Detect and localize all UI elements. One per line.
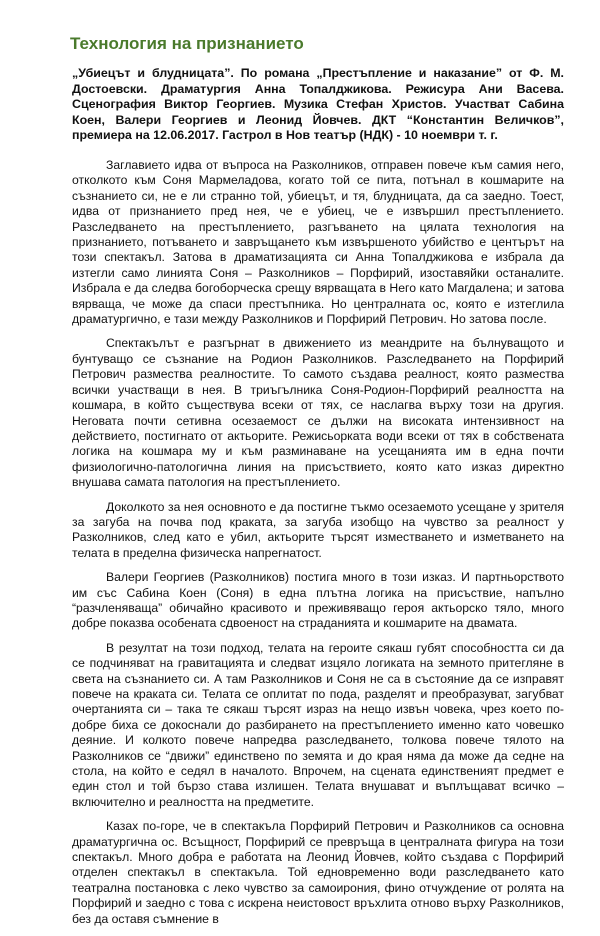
article-paragraph: В резултат на този подход, телата на героите сякаш губят способността си да се подчиняват на гравитацията и следват изцяло логиката на земното притегляне в света на съзнанието си. А там Разколников и Соня не са в състояние да се изправят повече на краката си. Телата се оплитат по пода, разделят и преобразуват, загубват очертанията си – така те сякаш търсят израз на нещо извън човека, чрез което по-добре биха се докоснали до разбирането на престъплението именно като човешко деяние. И колкото повече напредва разследването, толкова повече тялото на Разколников се “движи” единствено по земята и до края няма да може да седне на стола, на който е седял в началото. Впрочем, на сцената единственият предмет е един стол и той бързо става излишен. Телата внушават и въплъщават всичко – включително и реалността на предметите.: [72, 640, 564, 809]
article-paragraph: Валери Георгиев (Разколников) постига много в този изказ. И партньорството им със Сабина Коен (Соня) в една плътна логика на присъствие, напълно “разчленяваща” обичайно красивото и преживяващо героя актьорско тяло, много добре показва особената сдвоеност на страданията и кошмарите на двамата.: [72, 570, 564, 631]
article-paragraph: Казах по-горе, че в спектакъла Порфирий Петрович и Разколников са основна драматургична ос. Всъщност, Порфирий се превръща в централната фигура на този спектакъл. Много добра е работата на Леонид Йовчев, който създава с Порфирий отделен спектакъл в спектакъла. Той едновременно води разследването като театрална постановка с леко чувство за самоирония, фино отчуждение от ролята на Порфирий и заедно с това с искрена неистовост връхлита отново върху Разколников, без да оставя съмнение в: [72, 819, 564, 926]
article-title: Технология на признанието: [70, 34, 304, 53]
article-body: [72, 158, 564, 936]
article-paragraph: Доколкото за нея основното е да постигне тъкмо осезаемото усещане у зрителя за загуба на почва под краката, за загуба изобщо на чувство за реалност у Разколников, след като е убил, актьорите търсят изместването и изметването на телата в пределна физическа напрегнатост.: [72, 499, 564, 560]
article-paragraph: Спектакълът е разгърнат в движението из меандрите на бълнуващото и бунтуващо се съзнание на Родион Разколников. Разследването на Порфирий Петрович размества реалностите. То самото създава реалност, която размества всички участващи в нея. В триъгълника Соня-Родион-Порфирий реалността на кошмара, в който съществува всеки от тях, се наслагва върху този на другия. Неговата почти сетивна осезаемост се дължи на високата интензивност на действието, постигнато от актьорите. Режисьорката води всеки от тях в собствената логика на кошмара му и към разминаване на усещанията им в една почти физиологично-патологична линия на присъствието, която като изказ директно внушава самата патология на престъплението.: [72, 336, 564, 490]
article-lead-credits: „Убиецът и блудницата”. По романа „Престъпление и наказание” от Ф. М. Достоевски. Драматургия Анна Топалджикова. Режисура Ани Васева. Сценография Виктор Георгиев. Музика Стефан Христов. Участват Сабина Коен, Валери Георгиев и Леонид Йовчев. ДКТ “Константин Величков”, премиера на 12.06.2017. Гастрол в Нов театър (НДК) - 10 ноември т. г.: [72, 66, 564, 142]
article-paragraph: Заглавието идва от въпроса на Разколников, отправен повече към самия него, отколкото към Соня Мармеладова, когато той се пита, потънал в кошмарите на съзнанието си, не е ли странно той, убиецът, и тя, блудницата, да са заедно. Тоест, идва от признанието пред нея, че е убиец, че е извършил престъплението. Разследването на престъплението, разгъването на цялата технология на признанието, потъването и завръщането към извършеното убийство е центърът на този спектакъл. Затова в драматизацията си Анна Топалджикова е избрала да изтегли само линията Соня – Разколников – Порфирий, изоставяйки останалите. Избрала е да следва богоборческа срещу вярващата в Него като Магдалена; и затова вярваща, че може да спаси престъпника. Но централната ос, която е изтеглила драматургично, е тази между Разколников и Порфирий Петрович. Но затова после.: [72, 158, 564, 327]
